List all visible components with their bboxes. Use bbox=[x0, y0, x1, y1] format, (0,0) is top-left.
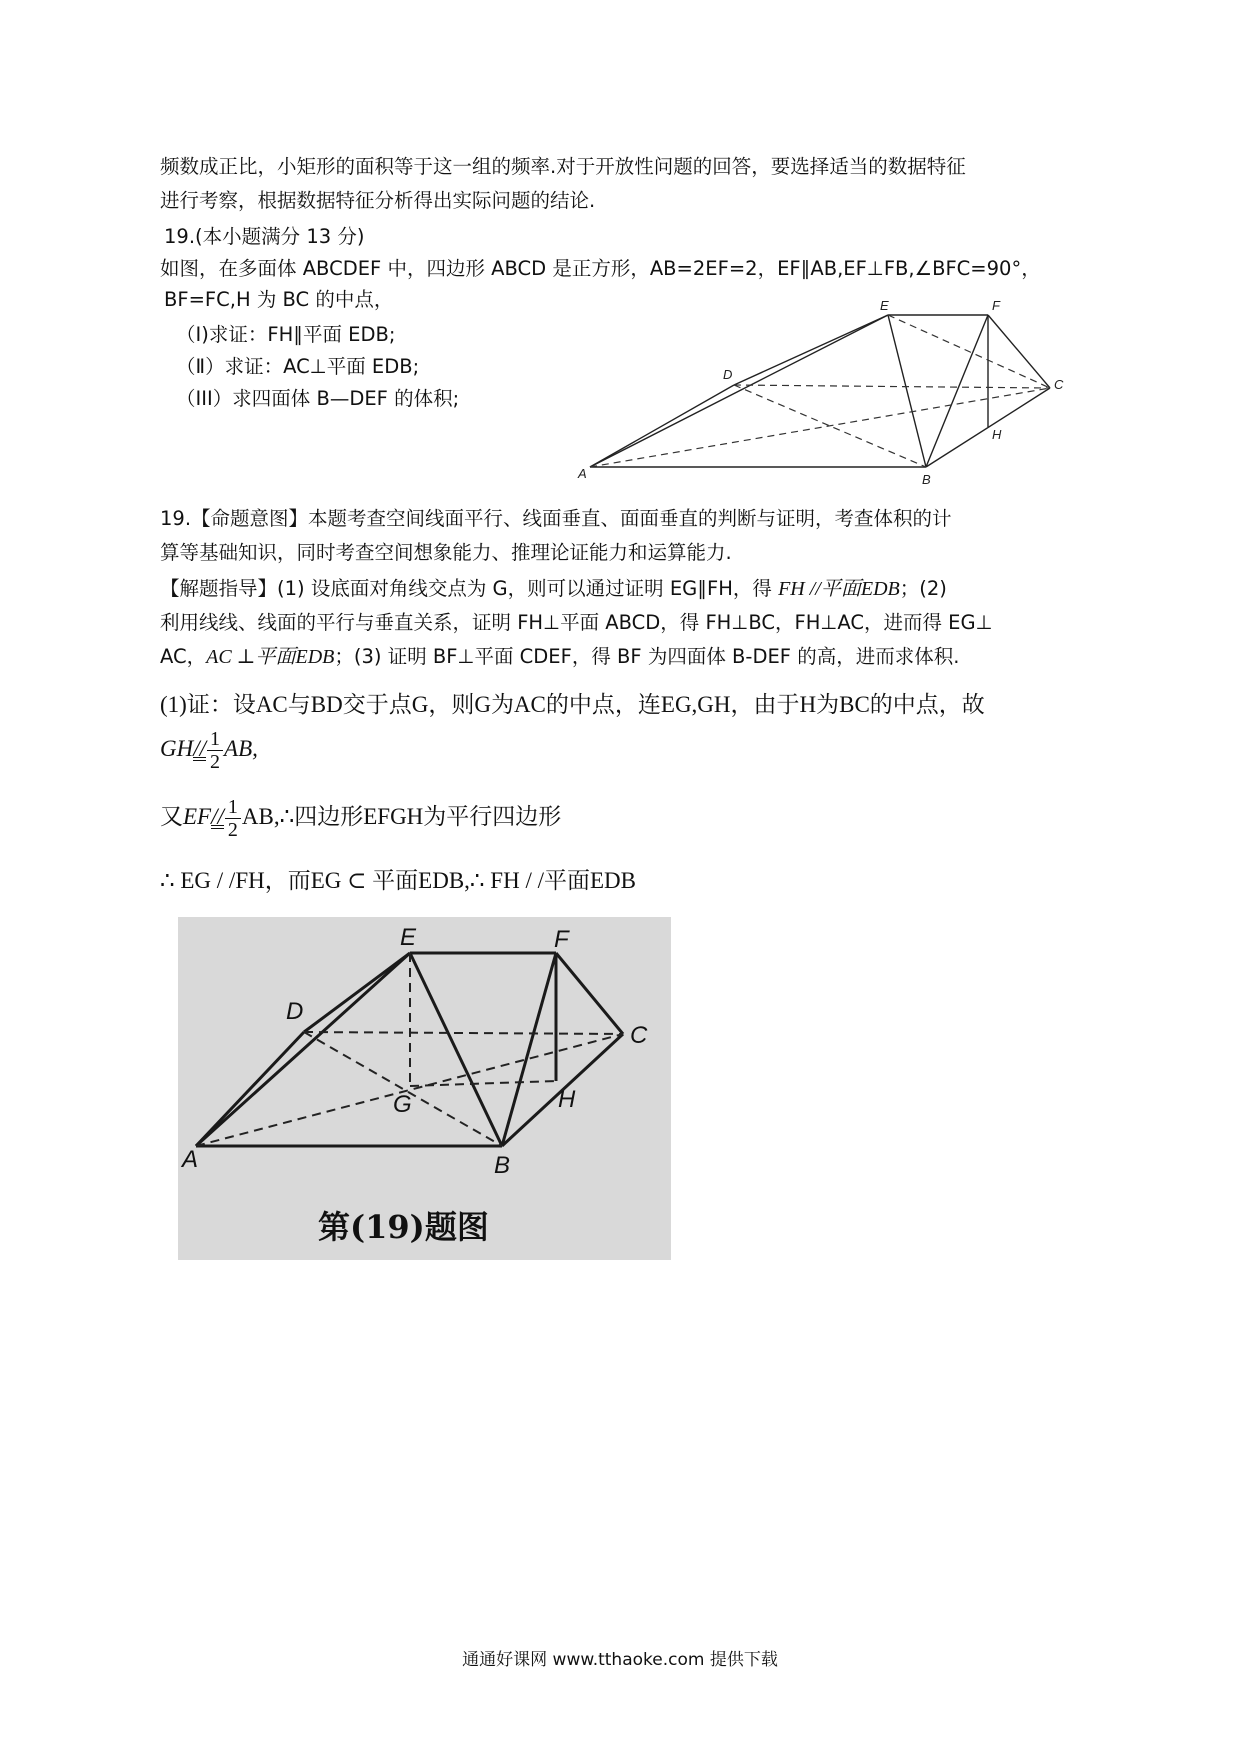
guide-line-1 bbox=[160, 572, 947, 606]
photo-label-E: E bbox=[400, 924, 417, 951]
proof-gh-right: AB, bbox=[224, 735, 258, 761]
proof-ef-right: AB,∴四边形EFGH为平行四边形 bbox=[241, 803, 562, 829]
parallel-equal-symbol: // bbox=[211, 803, 224, 829]
parallel-equal-symbol: // bbox=[193, 735, 207, 761]
photo-edge-FC bbox=[556, 953, 623, 1034]
footer-text: 通通好课网 www.tthaoke.com 提供下载 bbox=[462, 1650, 778, 1670]
proof-ef-prefix: 又 bbox=[160, 803, 183, 829]
photo-edge-DE bbox=[304, 953, 410, 1032]
proof-ef-line bbox=[160, 796, 561, 841]
fraction-half bbox=[207, 728, 223, 773]
fraction-numerator: 1 bbox=[207, 728, 223, 751]
guide-text-c2: ；(3) 证明 BF⊥平面 CDEF，得 BF 为四面体 B-DEF 的高，进而求体积. bbox=[334, 645, 960, 668]
fraction-half bbox=[225, 796, 241, 841]
guide-math-a: FH //平面EDB bbox=[778, 578, 900, 600]
vertex-label-E: E bbox=[880, 298, 889, 313]
photo-label-B: B bbox=[494, 1152, 511, 1179]
problem-stem-1: 如图，在多面体 ABCDEF 中，四边形 ABCD 是正方形，AB=2EF=2，EF∥AB,EF⊥FB,∠BFC=90°， bbox=[160, 257, 1041, 280]
scanned-figure-drawing bbox=[178, 917, 671, 1260]
photo-edge-DC-hidden bbox=[304, 1032, 623, 1034]
vertex-label-A: A bbox=[578, 466, 587, 481]
fraction-numerator: 1 bbox=[225, 796, 241, 819]
guide-line-2: 利用线线、线面的平行与垂直关系，证明 FH⊥平面 ABCD，得 FH⊥BC，FH⊥AC，进而得 EG⊥ bbox=[160, 611, 993, 634]
proof-line-1: (1)证：设AC与BD交于点G，则G为AC的中点，连EG,GH，由于H为BC的中点，故 bbox=[160, 692, 985, 717]
vertex-label-D: D bbox=[723, 367, 733, 382]
fraction-denominator: 2 bbox=[227, 819, 238, 841]
question-3: （III）求四面体 B—DEF 的体积; bbox=[176, 387, 460, 410]
photo-label-D: D bbox=[286, 998, 304, 1025]
photo-caption: 第(19)题图 bbox=[318, 1208, 489, 1246]
fraction-denominator: 2 bbox=[210, 751, 221, 773]
photo-label-H: H bbox=[558, 1086, 576, 1113]
question-2: （Ⅱ）求证：AC⊥平面 EDB; bbox=[176, 355, 420, 378]
proof-gh-line bbox=[160, 728, 258, 773]
photo-edge-EB bbox=[410, 953, 502, 1146]
photo-edge-DB-hidden bbox=[304, 1032, 502, 1146]
polyhedron-diagram bbox=[560, 290, 1080, 490]
photo-label-C: C bbox=[630, 1022, 648, 1049]
problem-stem-2: BF=FC,H 为 BC 的中点， bbox=[164, 288, 394, 311]
guide-text-a: 【解题指导】(1) 设底面对角线交点为 G，则可以通过证明 EG∥FH，得 bbox=[160, 577, 779, 600]
intro-line-1: 频数成正比，小矩形的面积等于这一组的频率.对于开放性问题的回答，要选择适当的数据特征 bbox=[160, 155, 966, 178]
guide-text-a-end: ；(2) bbox=[899, 577, 947, 600]
proof-line-4: ∴ EG / /FH，而EG ⊂ 平面EDB,∴ FH / /平面EDB bbox=[160, 868, 636, 893]
vertex-label-B: B bbox=[922, 472, 931, 487]
photo-edge-AD bbox=[196, 1032, 304, 1146]
photo-label-G: G bbox=[393, 1091, 412, 1118]
guide-math-c: AC ⊥平面EDB bbox=[206, 646, 335, 668]
scanned-figure bbox=[178, 917, 671, 1260]
proof-ef-left: EF bbox=[183, 803, 212, 829]
edge-DC-hidden bbox=[734, 385, 1050, 388]
problem-header: 19.(本小题满分 13 分) bbox=[164, 225, 365, 248]
vertex-label-F: F bbox=[992, 298, 1000, 313]
guide-line-3 bbox=[160, 640, 959, 674]
question-1: （Ⅰ)求证：FH∥平面 EDB; bbox=[176, 323, 396, 346]
intent-line-2: 算等基础知识，同时考查空间想象能力、推理论证能力和运算能力. bbox=[160, 541, 732, 564]
photo-edge-FB bbox=[502, 953, 556, 1146]
edge-FC bbox=[988, 315, 1050, 388]
photo-label-F: F bbox=[554, 926, 569, 953]
proof-gh-left: GH bbox=[160, 735, 194, 761]
edge-EB bbox=[888, 315, 926, 467]
edge-EC-hidden bbox=[888, 315, 1050, 388]
intro-line-2: 进行考察，根据数据特征分析得出实际问题的结论. bbox=[160, 189, 596, 212]
guide-text-c1: AC， bbox=[160, 645, 207, 668]
vertex-label-C: C bbox=[1054, 377, 1064, 392]
photo-label-A: A bbox=[182, 1146, 199, 1173]
vertex-label-H: H bbox=[992, 427, 1002, 442]
edge-FB bbox=[926, 315, 988, 467]
edge-AE bbox=[590, 315, 888, 467]
intent-line-1: 19.【命题意图】本题考查空间线面平行、线面垂直、面面垂直的判断与证明，考查体积的计 bbox=[160, 507, 952, 530]
edge-DE bbox=[734, 315, 888, 385]
